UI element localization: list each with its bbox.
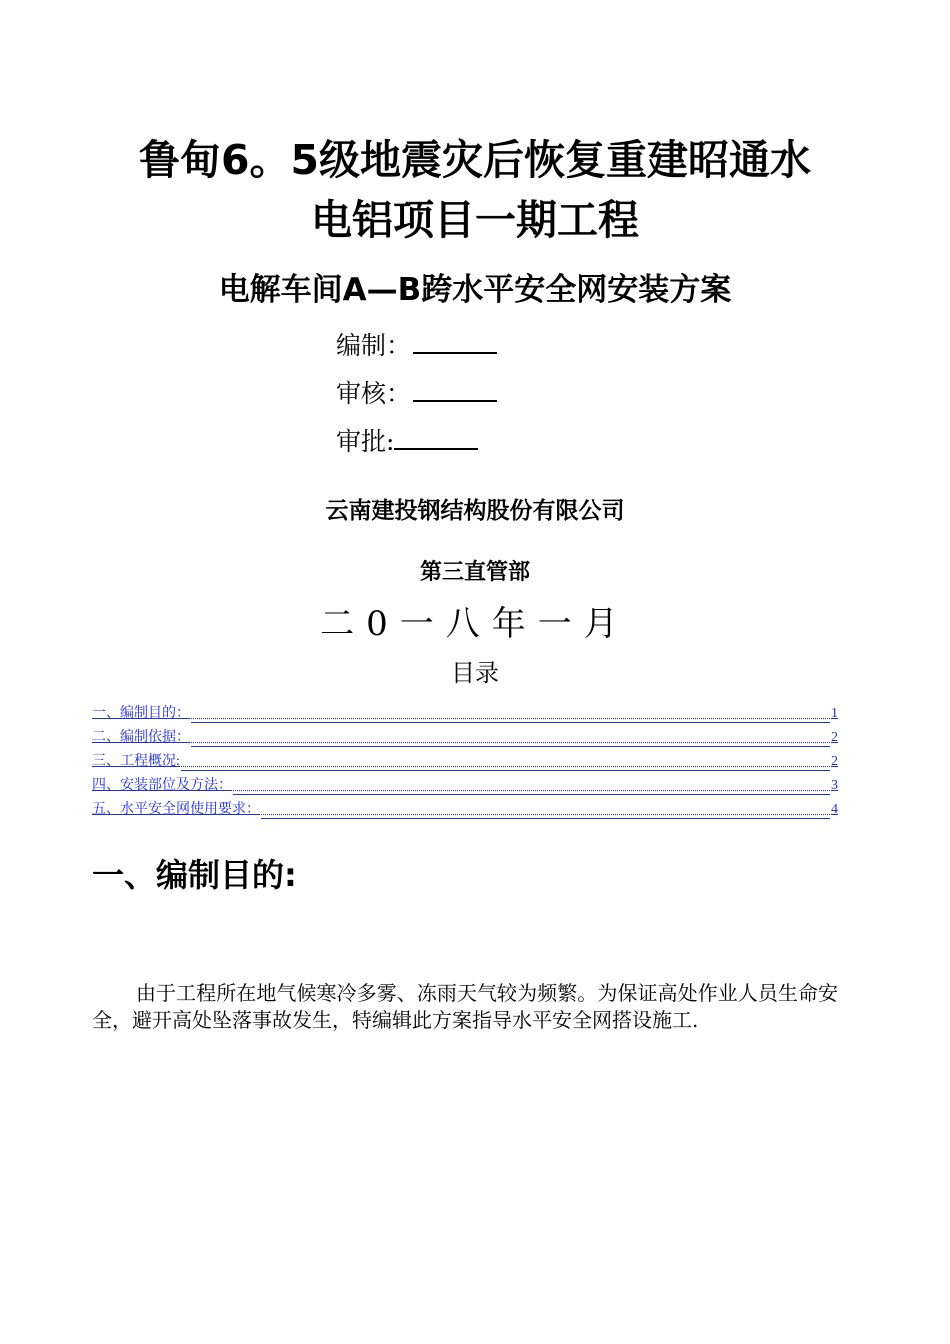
toc-item-5[interactable] [92,796,838,820]
section-heading-1: 一、编制目的: [92,856,297,894]
toc-item-text: 三、工程概况: [92,754,180,769]
signature-approve-blank [394,424,478,450]
toc-item-page: 4 [831,802,838,817]
toc-item-page: 1 [831,706,838,721]
company-name: 云南建投钢结构股份有限公司 [325,498,625,524]
document-date: 二0一八年一月 [320,604,630,644]
signature-approve-label: 审批: [336,427,395,456]
toc-item-page: 2 [831,754,838,769]
toc-item-1[interactable] [92,700,838,724]
document-subtitle: 电解车间A—B跨水平安全网安装方案 [218,272,732,308]
department-name: 第三直管部 [419,560,530,585]
signature-compile [336,328,497,363]
table-of-contents [92,700,838,820]
toc-item-text: 二、编制依据： [92,730,190,745]
toc-item-3[interactable] [92,748,838,772]
signature-approve [336,424,478,459]
toc-leader-dots [233,789,830,791]
toc-item-2[interactable] [92,724,838,748]
toc-leader-dots [261,813,830,815]
toc-title: 目录 [451,659,499,687]
document-title-line-2: 电铝项目一期工程 [311,196,639,244]
toc-item-text: 一、编制目的： [92,706,190,721]
signature-compile-blank [413,328,497,354]
toc-leader-dots [191,741,830,743]
toc-item-4[interactable] [92,772,838,796]
toc-leader-dots [191,717,830,719]
document-title-line-1: 鲁甸6。5级地震灾后恢复重建昭通水 [138,136,812,184]
signature-review-label: 审核： [336,379,412,408]
toc-item-text: 四、安装部位及方法： [92,778,232,793]
signature-review [336,376,497,411]
toc-leader-dots [181,765,830,767]
toc-item-text: 五、水平安全网使用要求： [92,802,260,817]
toc-item-page: 2 [831,730,838,745]
section-1-paragraph: 由于工程所在地气候寒冷多雾、冻雨天气较为频繁。为保证高处作业人员生命安全，避开高处坠落事故发生，特编辑此方案指导水平安全网搭设施工. [92,981,838,1032]
toc-item-page: 3 [831,778,838,793]
signature-review-blank [413,376,497,402]
signature-compile-label: 编制： [336,331,412,360]
